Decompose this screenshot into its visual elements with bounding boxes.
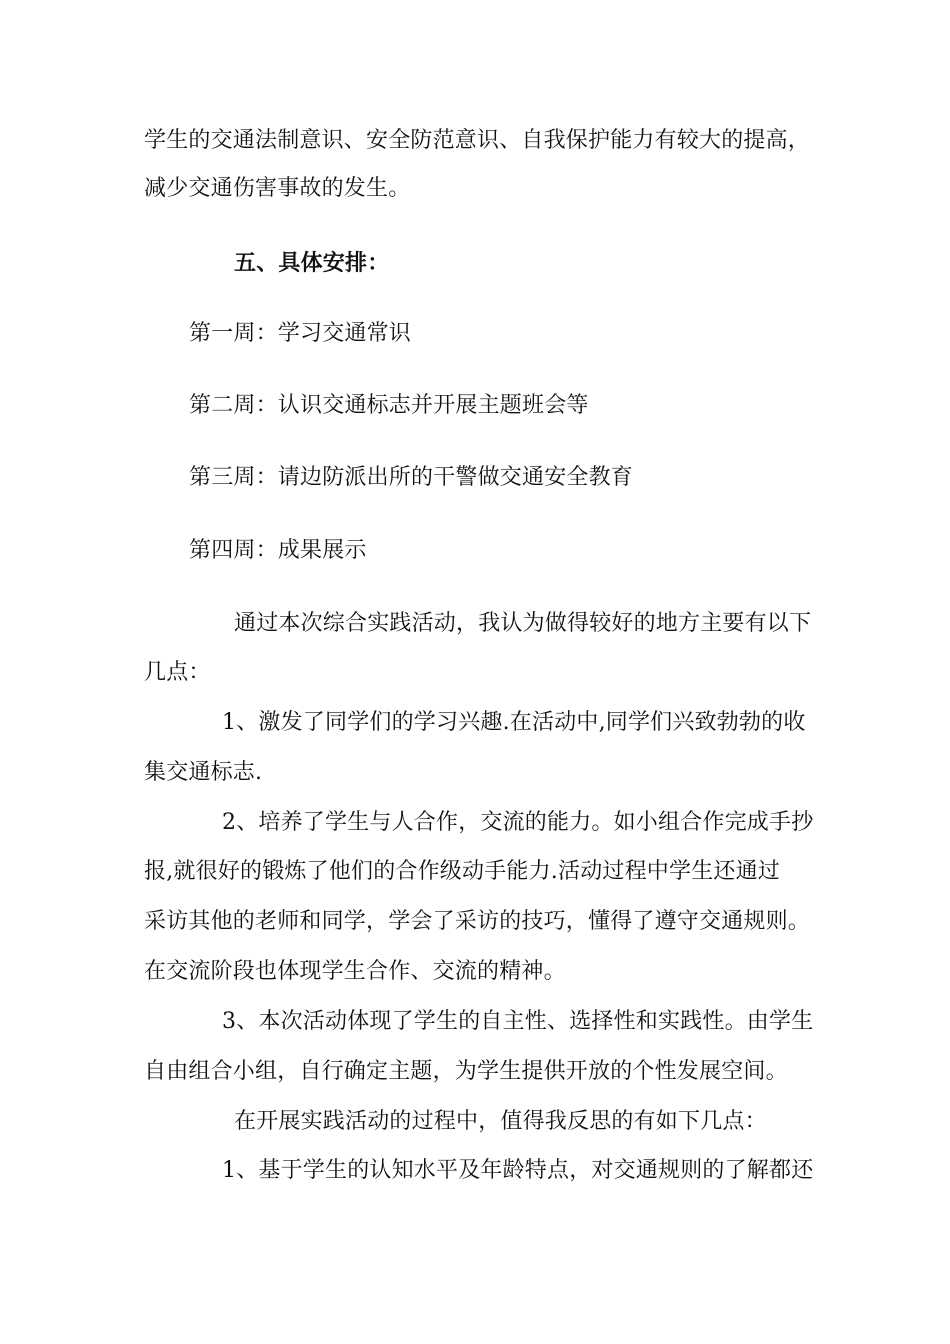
list-item-line: 1、激发了同学们的学习兴趣.在活动中,同学们兴致勃勃的收 bbox=[222, 710, 806, 735]
list-item-line: 1、基于学生的认知水平及年龄特点，对交通规则的了解都还 bbox=[222, 1158, 814, 1183]
section-heading: 五、具体安排： bbox=[234, 250, 390, 276]
list-item-line: 自由组合小组，自行确定主题，为学生提供开放的个性发展空间。 bbox=[144, 1059, 788, 1084]
paragraph-line: 减少交通伤害事故的发生。 bbox=[144, 176, 411, 201]
schedule-item: 第三周：请边防派出所的干警做交通安全教育 bbox=[189, 465, 634, 490]
paragraph-line: 几点： bbox=[144, 660, 211, 685]
list-item-line: 报,就很好的锻炼了他们的合作级动手能力.活动过程中学生还通过 bbox=[144, 859, 780, 884]
paragraph-line: 通过本次综合实践活动，我认为做得较好的地方主要有以下 bbox=[234, 611, 812, 636]
schedule-item: 第四周：成果展示 bbox=[189, 538, 367, 563]
paragraph-line: 在开展实践活动的过程中，值得我反思的有如下几点： bbox=[234, 1109, 767, 1134]
list-item-line: 采访其他的老师和同学，学会了采访的技巧，懂得了遵守交通规则。 bbox=[144, 909, 811, 934]
paragraph-line: 学生的交通法制意识、安全防范意识、自我保护能力有较大的提高， bbox=[144, 128, 811, 153]
list-item-line: 3、本次活动体现了学生的自主性、选择性和实践性。由学生 bbox=[222, 1009, 814, 1034]
list-item-line: 2、培养了学生与人合作，交流的能力。如小组合作完成手抄 bbox=[222, 810, 814, 835]
schedule-item: 第二周：认识交通标志并开展主题班会等 bbox=[189, 393, 589, 418]
list-item-line: 在交流阶段也体现学生合作、交流的精神。 bbox=[144, 959, 566, 984]
list-item-line: 集交通标志. bbox=[144, 760, 263, 785]
schedule-item: 第一周：学习交通常识 bbox=[189, 321, 412, 346]
